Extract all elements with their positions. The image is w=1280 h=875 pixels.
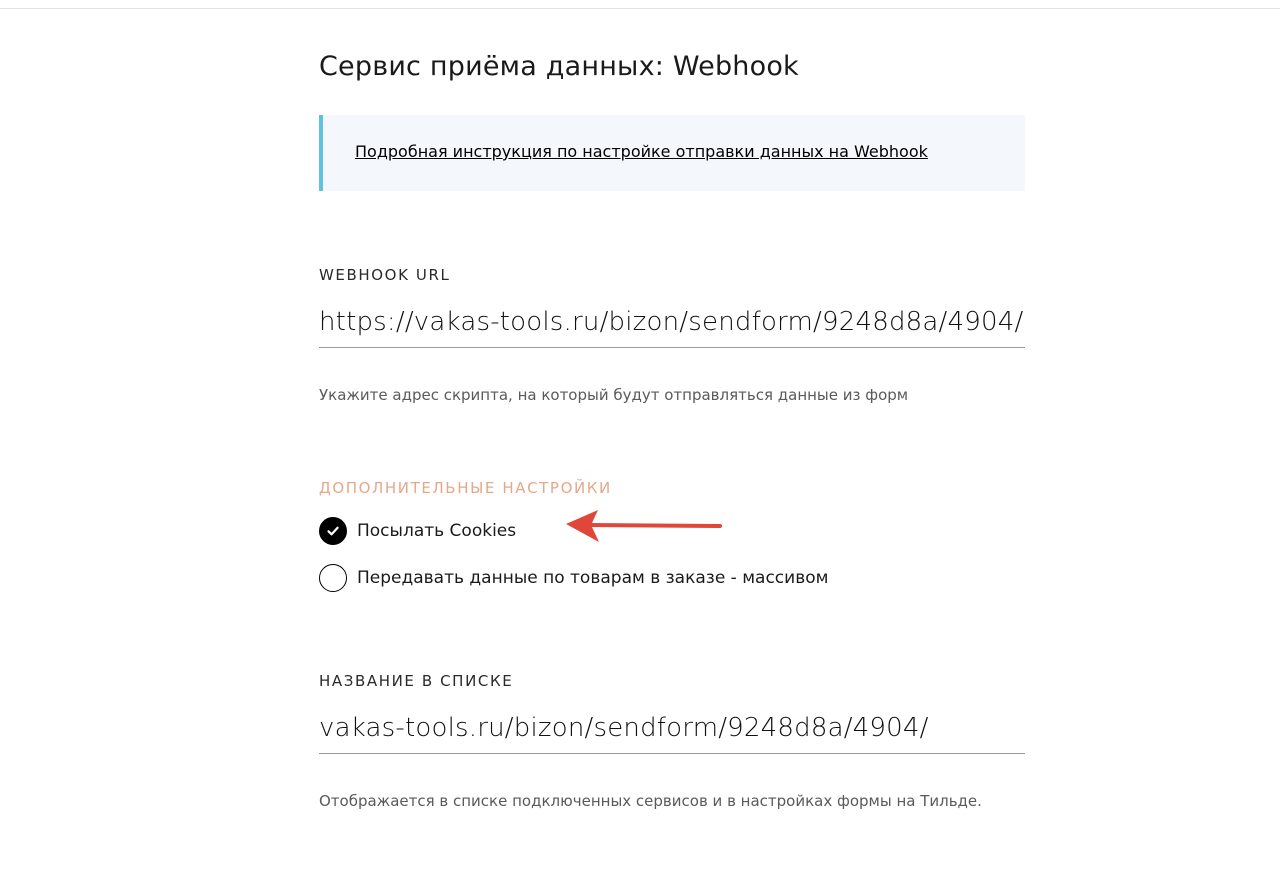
list-name-hint: Отображается в списке подключенных сервисов и в настройках формы на Тильде. — [319, 792, 982, 810]
list-name-input[interactable] — [319, 702, 1025, 754]
products-array-checkbox[interactable] — [319, 564, 347, 592]
checkmark-icon — [325, 523, 341, 539]
products-array-option[interactable] — [319, 563, 828, 593]
send-cookies-option[interactable] — [319, 516, 516, 546]
top-divider — [0, 8, 1280, 9]
send-cookies-label: Посылать Cookies — [357, 521, 517, 541]
page-title: Сервис приёма данных: Webhook — [319, 51, 799, 82]
webhook-url-input[interactable] — [319, 296, 1025, 348]
additional-settings-heading: ДОПОЛНИТЕЛЬНЫЕ НАСТРОЙКИ — [319, 479, 612, 497]
list-name-label: НАЗВАНИЕ В СПИСКЕ — [319, 672, 514, 690]
instruction-link[interactable]: Подробная инструкция по настройке отправки данных на Webhook — [355, 142, 928, 161]
send-cookies-checkbox[interactable] — [319, 517, 347, 545]
webhook-url-hint: Укажите адрес скрипта, на который будут отправляться данные из форм — [319, 386, 909, 404]
annotation-arrow-icon — [560, 505, 730, 549]
webhook-url-label: WEBHOOK URL — [319, 266, 451, 284]
info-callout — [319, 115, 1025, 191]
products-array-label: Передавать данные по товарам в заказе - массивом — [357, 568, 829, 588]
